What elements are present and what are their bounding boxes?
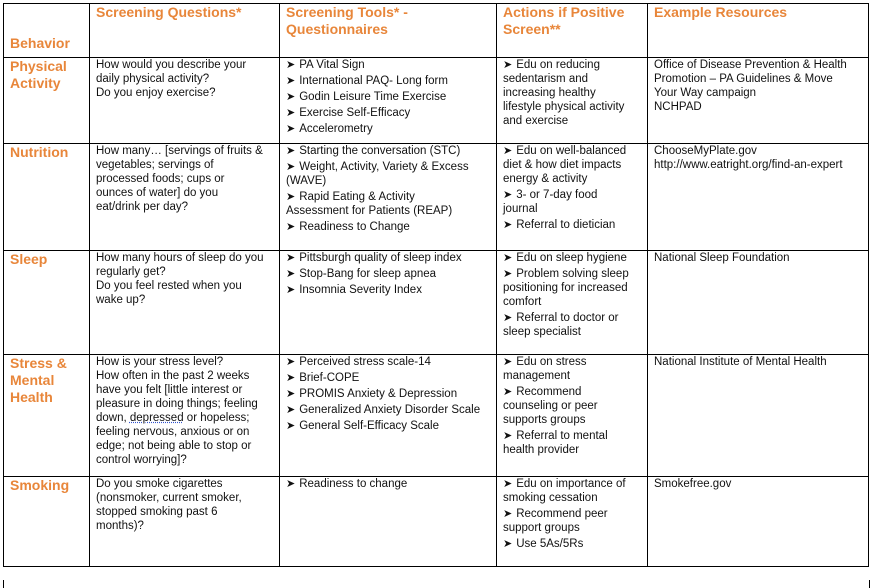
arrow-bullet-icon: ➤ [503, 537, 513, 550]
resource-line: NCHPAD [654, 101, 702, 113]
item-line: ➤ Edu on well-balanced [503, 144, 627, 157]
arrow-bullet-icon: ➤ [503, 144, 513, 157]
item-line: (WAVE) [286, 175, 327, 187]
question-line: wake up? [96, 294, 146, 306]
question-line: How is your stress level? [96, 356, 224, 368]
item-line: ➤ Brief-COPE [286, 371, 360, 384]
item-line: positioning for increased [503, 282, 628, 294]
tool-item [286, 122, 490, 136]
item-line: management [503, 370, 571, 382]
item-line: ➤ Starting the conversation (STC) [286, 144, 461, 157]
question-line: How often in the past 2 weeks [96, 370, 250, 382]
item-line: ➤ Accelerometry [286, 122, 373, 135]
item-line: and exercise [503, 115, 569, 127]
arrow-bullet-icon: ➤ [503, 477, 513, 490]
item-line: ➤ Edu on importance of [503, 477, 626, 490]
behavior-cell [4, 477, 90, 567]
table-row [4, 251, 869, 355]
questions-cell [90, 251, 280, 355]
item-line: support groups [503, 522, 580, 534]
arrow-bullet-icon: ➤ [503, 311, 513, 324]
arrow-bullet-icon: ➤ [286, 419, 296, 432]
resource-line: National Sleep Foundation [654, 252, 790, 264]
item-line: Assessment for Patients (REAP) [286, 205, 453, 217]
tool-item [286, 160, 490, 188]
action-item [503, 218, 641, 232]
arrow-bullet-icon: ➤ [503, 507, 513, 520]
resource-line: Office of Disease Prevention & Health [654, 59, 847, 71]
question-line: processed foods; cups or [96, 173, 225, 185]
tool-item [286, 74, 490, 88]
item-line: ➤ Referral to doctor or [503, 311, 619, 324]
action-item [503, 144, 641, 186]
action-item [503, 477, 641, 505]
item-line: ➤ International PAQ- Long form [286, 74, 448, 87]
item-line: ➤ PROMIS Anxiety & Depression [286, 387, 458, 400]
question-line: Do you smoke cigarettes [96, 478, 223, 490]
tool-item [286, 355, 490, 369]
header-row [4, 4, 869, 58]
arrow-bullet-icon: ➤ [286, 283, 296, 296]
question-line: How many hours of sleep do you [96, 252, 264, 264]
resources-cell [648, 251, 869, 355]
resources-cell [648, 58, 869, 144]
tool-item [286, 251, 490, 265]
item-line: sleep specialist [503, 326, 581, 338]
behavior-label: Nutrition [10, 144, 69, 160]
item-line: ➤ Generalized Anxiety Disorder Scale [286, 403, 481, 416]
header-behavior: Behavior [4, 4, 90, 58]
item-line: ➤ Readiness to Change [286, 220, 410, 233]
resource-line: Smokefree.gov [654, 478, 732, 490]
behavior-label: Health [10, 389, 53, 405]
behavior-label: Stress & [10, 355, 67, 371]
question-line: ounces of water] do you [96, 187, 219, 199]
behavior-label: Mental [10, 372, 55, 388]
table-row [4, 477, 869, 567]
arrow-bullet-icon: ➤ [286, 144, 296, 157]
header-actions: Actions if Positive Screen** [497, 4, 648, 58]
behavior-label: Physical [10, 58, 67, 74]
arrow-bullet-icon: ➤ [503, 385, 513, 398]
action-item [503, 385, 641, 427]
questions-cell [90, 58, 280, 144]
behavior-cell [4, 355, 90, 477]
question-line: have you felt [little interest or [96, 384, 243, 396]
question-line: eat/drink per day? [96, 201, 189, 213]
behavior-cell [4, 251, 90, 355]
item-line: ➤ Use 5As/5Rs [503, 537, 584, 550]
question-line: regularly get? [96, 266, 166, 278]
arrow-bullet-icon: ➤ [286, 251, 296, 264]
item-line: ➤ Stop-Bang for sleep apnea [286, 267, 437, 280]
item-line: comfort [503, 296, 542, 308]
question-line: pleasure in doing things; feeling [96, 398, 258, 410]
tool-item [286, 403, 490, 417]
item-line: sedentarism and [503, 73, 589, 85]
actions-cell [497, 251, 648, 355]
item-line: smoking cessation [503, 492, 598, 504]
arrow-bullet-icon: ➤ [503, 429, 513, 442]
resource-line: Promotion – PA Guidelines & Move [654, 73, 833, 85]
behavior-label: Smoking [10, 477, 70, 493]
arrow-bullet-icon: ➤ [286, 160, 296, 173]
questions-cell [90, 355, 280, 477]
arrow-bullet-icon: ➤ [286, 58, 296, 71]
arrow-bullet-icon: ➤ [503, 251, 513, 264]
header-screening-questions: Screening Questions* [90, 4, 280, 58]
item-line: lifestyle physical activity [503, 101, 625, 113]
tool-item [286, 144, 490, 158]
question-line: control worrying]? [96, 454, 187, 466]
tool-item [286, 220, 490, 234]
tools-cell [280, 251, 497, 355]
resource-line: Your Way campaign [654, 87, 757, 99]
actions-cell [497, 477, 648, 567]
item-line: supports groups [503, 414, 586, 426]
spellcheck-underline: depressed [129, 412, 184, 424]
item-line: ➤ Referral to dietician [503, 218, 616, 231]
item-line: energy & activity [503, 173, 588, 185]
item-line: ➤ General Self-Efficacy Scale [286, 419, 439, 432]
arrow-bullet-icon: ➤ [286, 220, 296, 233]
arrow-bullet-icon: ➤ [286, 190, 296, 203]
action-item [503, 355, 641, 383]
screening-table [3, 3, 869, 567]
tool-item [286, 371, 490, 385]
tools-cell [280, 58, 497, 144]
tool-item [286, 90, 490, 104]
item-line: counseling or peer [503, 400, 598, 412]
arrow-bullet-icon: ➤ [286, 122, 296, 135]
actions-cell [497, 58, 648, 144]
question-line: down, depressed or hopeless; [96, 412, 250, 424]
arrow-bullet-icon: ➤ [503, 267, 513, 280]
item-line: ➤ Problem solving sleep [503, 267, 629, 280]
arrow-bullet-icon: ➤ [286, 90, 296, 103]
arrow-bullet-icon: ➤ [286, 403, 296, 416]
question-line: (nonsmoker, current smoker, [96, 492, 242, 504]
item-line: ➤ Edu on stress [503, 355, 587, 368]
item-line: ➤ Pittsburgh quality of sleep index [286, 251, 462, 264]
tool-item [286, 58, 490, 72]
arrow-bullet-icon: ➤ [286, 106, 296, 119]
item-line: diet & how diet impacts [503, 159, 622, 171]
header-example-resources: Example Resources [648, 4, 869, 58]
table-row [4, 58, 869, 144]
tool-item [286, 283, 490, 297]
question-line: feeling nervous, anxious or on [96, 426, 250, 438]
item-line: ➤ Recommend peer [503, 507, 608, 520]
resources-cell [648, 477, 869, 567]
tool-item [286, 419, 490, 433]
arrow-bullet-icon: ➤ [286, 371, 296, 384]
action-item [503, 251, 641, 265]
item-line: ➤ Godin Leisure Time Exercise [286, 90, 447, 103]
action-item [503, 267, 641, 309]
table-row [4, 355, 869, 477]
question-line: Do you feel rested when you [96, 280, 242, 292]
tools-cell [280, 355, 497, 477]
item-line: ➤ PA Vital Sign [286, 58, 365, 71]
item-line: health provider [503, 444, 580, 456]
actions-cell [497, 144, 648, 251]
action-item [503, 429, 641, 457]
resource-line: National Institute of Mental Health [654, 356, 827, 368]
tool-item [286, 106, 490, 120]
action-item [503, 537, 641, 551]
item-line: ➤ Edu on sleep hygiene [503, 251, 627, 264]
item-line: ➤ Referral to mental [503, 429, 608, 442]
question-line: How many… [servings of fruits & [96, 145, 263, 157]
item-line: ➤ Recommend [503, 385, 582, 398]
arrow-bullet-icon: ➤ [503, 355, 513, 368]
resources-cell [648, 144, 869, 251]
item-line: ➤ Readiness to change [286, 477, 408, 490]
item-line: ➤ Edu on reducing [503, 58, 600, 71]
item-line: ➤ Rapid Eating & Activity [286, 190, 415, 203]
header-screening-tools: Screening Tools* - Questionnaires [280, 4, 497, 58]
tool-item [286, 190, 490, 218]
action-item [503, 188, 641, 216]
question-line: stopped smoking past 6 [96, 506, 218, 518]
action-item [503, 311, 641, 339]
question-line: months)? [96, 520, 144, 532]
action-item [503, 58, 641, 128]
arrow-bullet-icon: ➤ [286, 355, 296, 368]
behavior-label: Sleep [10, 251, 48, 267]
tools-cell [280, 477, 497, 567]
arrow-bullet-icon: ➤ [503, 188, 513, 201]
item-line: ➤ Insomnia Severity Index [286, 283, 422, 296]
item-line: ➤ Weight, Activity, Variety & Excess [286, 160, 469, 173]
question-line: edge; not being able to stop or [96, 440, 252, 452]
action-item [503, 507, 641, 535]
question-line: How would you describe your [96, 59, 247, 71]
question-line: daily physical activity? [96, 73, 210, 85]
tool-item [286, 267, 490, 281]
question-line: vegetables; servings of [96, 159, 214, 171]
item-line: ➤ Perceived stress scale-14 [286, 355, 431, 368]
arrow-bullet-icon: ➤ [503, 218, 513, 231]
arrow-bullet-icon: ➤ [286, 267, 296, 280]
table-row [4, 144, 869, 251]
arrow-bullet-icon: ➤ [286, 74, 296, 87]
actions-cell [497, 355, 648, 477]
arrow-bullet-icon: ➤ [503, 58, 513, 71]
questions-cell [90, 477, 280, 567]
resource-line: ChooseMyPlate.gov [654, 145, 757, 157]
tools-cell [280, 144, 497, 251]
question-line: Do you enjoy exercise? [96, 87, 216, 99]
resource-line: http://www.eatright.org/find-an-expert [654, 159, 843, 171]
tool-item [286, 387, 490, 401]
behavior-cell [4, 58, 90, 144]
tool-item [286, 477, 490, 491]
arrow-bullet-icon: ➤ [286, 387, 296, 400]
questions-cell [90, 144, 280, 251]
arrow-bullet-icon: ➤ [286, 477, 296, 490]
item-line: increasing healthy [503, 87, 596, 99]
behavior-label: Activity [10, 75, 61, 91]
item-line: ➤ Exercise Self-Efficacy [286, 106, 411, 119]
behavior-cell [4, 144, 90, 251]
item-line: ➤ 3- or 7-day food [503, 188, 598, 201]
item-line: journal [503, 203, 538, 215]
resources-cell [648, 355, 869, 477]
